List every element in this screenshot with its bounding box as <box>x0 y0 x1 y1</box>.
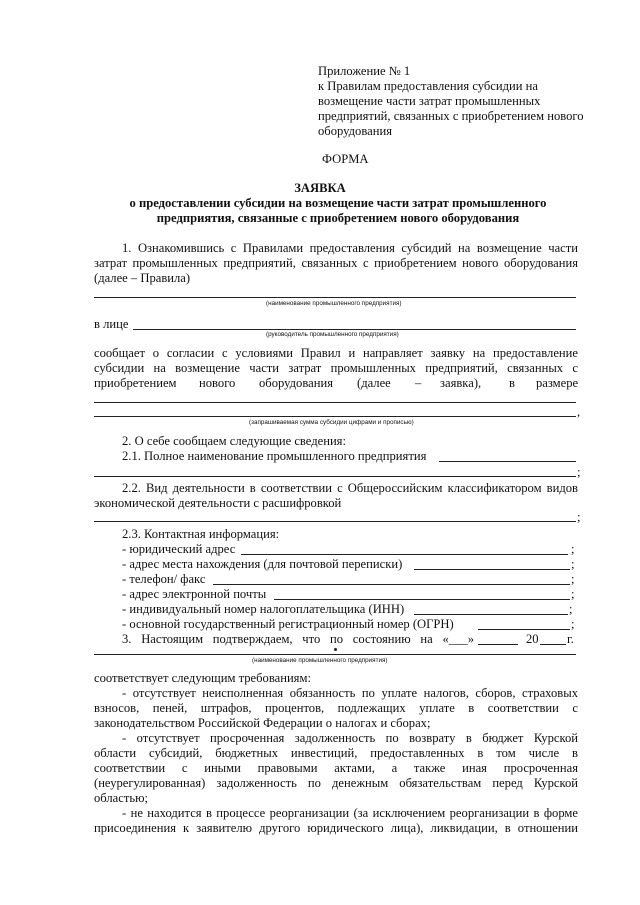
dot-mark <box>334 648 337 651</box>
req-b-line-3: соответствии с иными правовыми актами, а также иная просроченная <box>94 761 578 775</box>
phone-fax-field[interactable] <box>213 584 570 585</box>
head-name-field[interactable] <box>133 329 576 330</box>
semicolon: ; <box>571 572 575 586</box>
para2-word-2: нового <box>199 376 236 390</box>
s2-line-3a: 2.2. Вид деятельности в соответствии с Общероссийским классификатором видов <box>122 481 578 495</box>
caption-amount: (запрашиваемая сумма субсидии цифрами и прописью) <box>249 419 414 426</box>
para2-word-5: – <box>415 376 422 390</box>
comma: , <box>577 405 581 419</box>
para2-word-4: (далее <box>357 376 391 390</box>
caption-enterprise-name-2: (наименование промышленного предприятия) <box>252 657 388 664</box>
para2-word-7: в <box>509 376 515 390</box>
semicolon: ; <box>571 557 575 571</box>
para2-word-3: оборудования <box>259 376 333 390</box>
full-name-field[interactable] <box>439 461 576 462</box>
year-suffix: г. <box>567 632 574 646</box>
s2-line-2: 2.1. Полное наименование промышленного предприятия <box>122 449 427 463</box>
caption-head: (руководитель промышленного предприятия) <box>266 331 399 338</box>
req-b-line-1: - отсутствует просроченная задолженность по возврату в бюджет Курской <box>122 731 578 745</box>
postal-address-field[interactable] <box>414 569 570 570</box>
req-a-line-1: - отсутствует неисполненная обязанность по уплате налогов, сборов, страховых <box>122 686 578 700</box>
inn-field[interactable] <box>414 614 568 615</box>
contact-postal-address: - адрес места нахождения (для почтовой переписки) <box>122 557 403 571</box>
req-b-line-5: областью; <box>94 791 149 805</box>
semicolon: ; <box>571 617 575 631</box>
appendix-line-4: предприятий, связанных с приобретением нового <box>318 109 584 123</box>
req-c-line-2: присоединения к заявителю другого юридического лица), ликвидации, в отношении <box>94 821 578 835</box>
contact-phone-fax: - телефон/ факс <box>122 572 206 586</box>
req-b-line-2: области субсидий, бюджетных инвестиций, предоставленных в том числе в <box>94 746 578 760</box>
req-a-line-2: взносов, пеней, штрафов, процентов, подлежащих уплате в соответствии с <box>94 701 578 715</box>
req-a-line-3: законодательством Российской Федерации о налогах и сборах; <box>94 716 431 730</box>
semicolon: ; <box>571 587 575 601</box>
email-field[interactable] <box>274 599 570 600</box>
contact-email: - адрес электронной почты <box>122 587 267 601</box>
form-label: ФОРМА <box>322 152 369 166</box>
year-prefix: 20 <box>526 632 539 646</box>
enterprise-name-field-2[interactable] <box>94 654 576 655</box>
contact-ogrn: - основной государственный регистрационный номер (ОГРН) <box>122 617 454 631</box>
appendix-line-3: возмещение части затрат промышленных <box>318 94 541 108</box>
contact-legal-address: - юридический адрес <box>122 542 236 556</box>
para1-line-3: (далее – Правила) <box>94 271 191 285</box>
amount-field-2[interactable] <box>94 416 576 417</box>
semicolon: ; <box>577 510 581 524</box>
appendix-line-2: к Правилам предоставления субсидии на <box>318 79 538 93</box>
title-sub-1: о предоставлении субсидии на возмещение части затрат промышленного <box>129 196 547 210</box>
req-c-line-1: - не находится в процессе реорганизации (за исключением реорганизации в форме <box>122 806 578 820</box>
enterprise-name-field[interactable] <box>94 297 576 298</box>
contact-inn: - индивидуальный номер налогоплательщика (ИНН) <box>122 602 405 616</box>
v-litse-label: в лице <box>94 317 129 331</box>
para2-line-1: сообщает о согласии с условиями Правил и направляет заявку на предоставление <box>94 346 578 360</box>
legal-address-field[interactable] <box>241 554 568 555</box>
semicolon: ; <box>571 542 575 556</box>
para2-word-8: размере <box>536 376 579 390</box>
para2-line-2: субсидии на возмещение части затрат промышленных предприятий, связанных с <box>94 361 578 375</box>
full-name-field-2[interactable] <box>94 476 576 477</box>
semicolon: ; <box>577 465 581 479</box>
amount-field-1[interactable] <box>94 402 576 403</box>
s2-line-4: 2.3. Контактная информация: <box>122 527 280 541</box>
title-main: ЗАЯВКА <box>294 181 346 195</box>
ogrn-field[interactable] <box>478 629 570 630</box>
s2-line-1: 2. О себе сообщаем следующие сведения: <box>122 434 346 448</box>
appendix-line-5: оборудования <box>318 124 392 138</box>
requirements-intro: соответствует следующим требованиям: <box>94 671 311 685</box>
req-b-line-4: (неурегулированная) задолженность по денежным обязательствам перед Курской <box>94 776 578 790</box>
caption-enterprise-name: (наименование промышленного предприятия) <box>266 300 402 307</box>
title-sub-2: предприятия, связанные с приобретением нового оборудования <box>156 211 520 225</box>
semicolon: ; <box>569 602 573 616</box>
confirm-date-line: 3. Настоящим подтверждаем, что по состоянию на «___» <box>122 632 474 646</box>
appendix-line-1: Приложение № 1 <box>318 64 411 78</box>
activity-field[interactable] <box>94 521 576 522</box>
s2-line-3b: экономической деятельности с расшифровкой <box>94 496 342 510</box>
date-year-field[interactable] <box>540 644 566 645</box>
date-month-field[interactable] <box>478 644 518 645</box>
para1-line-1: 1. Ознакомившись с Правилами предоставления субсидий на возмещение части <box>122 241 578 255</box>
para1-line-2: затрат промышленных предприятий, связанных с приобретением нового оборудования <box>94 256 578 270</box>
para2-word-1: приобретением <box>94 376 177 390</box>
para2-word-6: заявка), <box>440 376 482 390</box>
